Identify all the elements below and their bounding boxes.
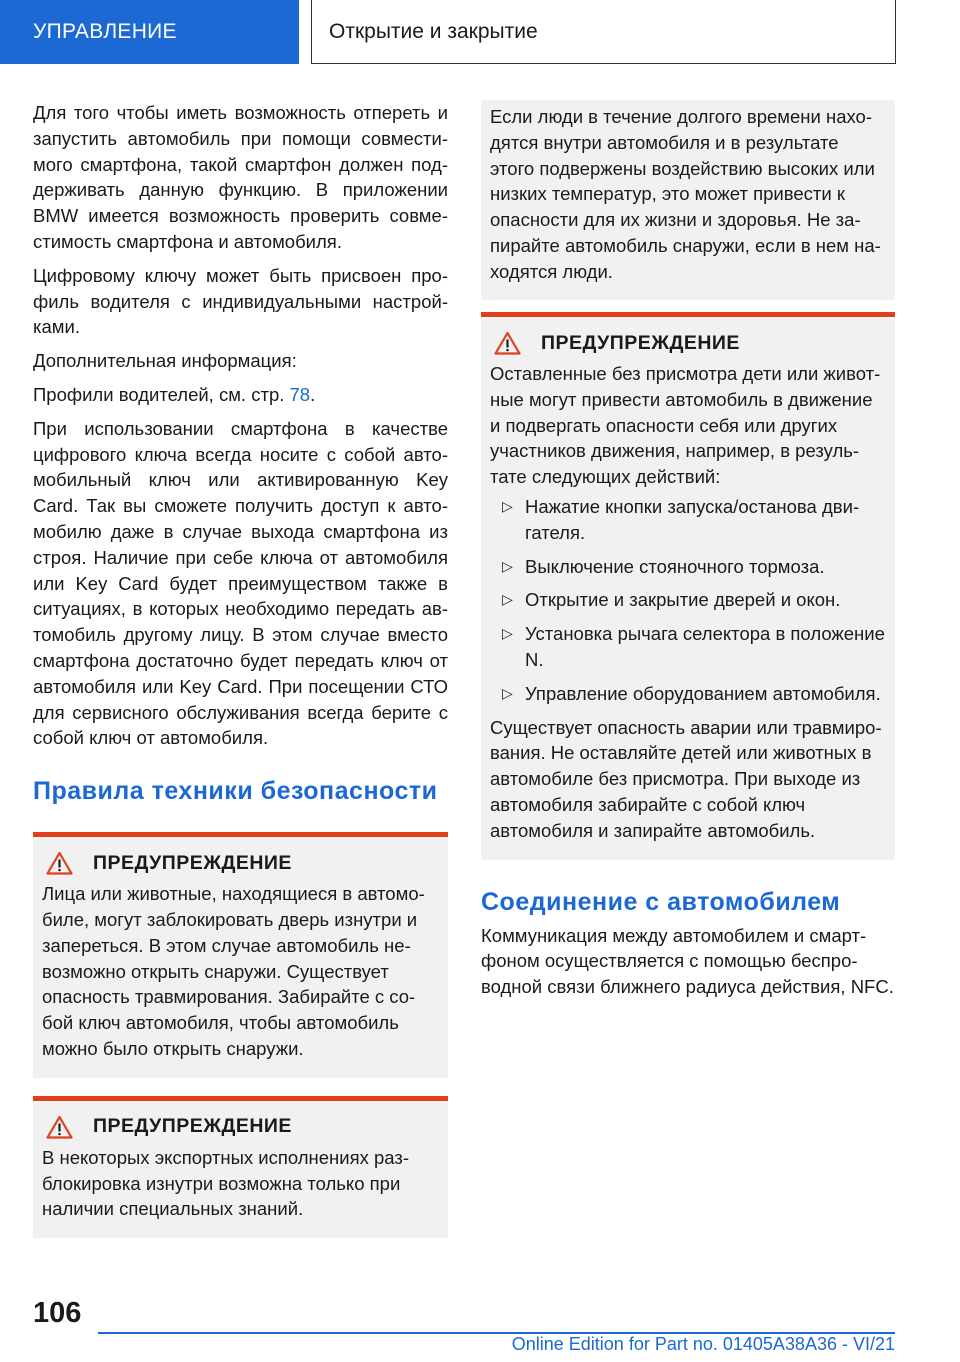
list-item — [490, 621, 887, 673]
warning-outro: Существует опасность аварии или травмирования. Не оставляйте детей или животных в автомобиле без присмотра. При выходе из автомобиля забирайте с собой ключ автомобиля и запирайте автомобиль. — [490, 716, 882, 841]
action-list — [490, 494, 887, 707]
paragraph: Коммуникация между автомобилем и смартфоном осуществляется с помощью беспроводной связи ближнего радиуса действия, NFC. — [481, 924, 894, 998]
paragraph: Дополнительная информация: — [33, 350, 297, 372]
warning-title: ПРЕДУПРЕЖДЕНИЕ — [541, 331, 740, 354]
warning-header — [490, 331, 887, 355]
page-number: 106 — [33, 1297, 82, 1329]
warning-title: ПРЕДУПРЕЖДЕНИЕ — [93, 851, 292, 874]
warning-triangle-icon — [494, 331, 521, 355]
list-item-text: Нажатие кнопки запуска/останова двигателя. — [525, 495, 860, 543]
paragraph-with-reference — [33, 382, 448, 408]
warning-header — [42, 1115, 440, 1139]
chapter-title: Открытие и закрытие — [311, 0, 896, 64]
warning-text: Лица или животные, находящиеся в автомобиле, могут заблокировать дверь изнутри и запереться. В этом случае автомобиль невозможно открыть снаружи. Существует опасность травмирования. Забирайте с собой ключ автомобиля, чтобы автомобиль можно было открыть снаружи. — [42, 883, 425, 1059]
list-item — [490, 587, 887, 613]
reference-end: . — [310, 383, 316, 405]
paragraph: Цифровому ключу может быть присвоен профиль водителя с индивидуальными настройками. — [33, 264, 448, 338]
list-item — [490, 494, 887, 546]
reference-text: Профили водителей, см. стр. — [33, 383, 290, 405]
warning-header — [42, 851, 440, 875]
paragraph: При использовании смартфона в качестве цифрового ключа всегда носите с собой автомобильный ключ или активированную Key Card. Так вы сможете получить доступ к автомобилю даже в случае выхода смартфона из строя. Наличие при себе ключа от автомобиля или Key Card будет преимуществом также в ситуациях, в которых необходимо передать автомобиль другому лицу. В этом случае вместо смартфона достаточно будет передать ключ от автомобиля или Key Card. При посещении СТО для сервисного обслуживания всегда берите с собой ключ от автомобиля. — [33, 417, 448, 749]
warning-title: ПРЕДУПРЕЖДЕНИЕ — [93, 1115, 292, 1138]
list-item-text: Установка рычага селектора в положение N. — [525, 623, 885, 670]
triangle-right-icon: ▷ — [502, 591, 513, 608]
paragraph: Для того чтобы иметь возможность отпереть и запустить автомобиль при помощи совместимого смартфона, такой смартфон должен поддерживать данную функцию. В приложении BMW имеется возможность проверить совместимость смартфона и автомобиля. — [33, 102, 448, 252]
warning-triangle-icon — [46, 1115, 73, 1139]
section-tab[interactable]: УПРАВЛЕНИЕ — [0, 0, 299, 64]
list-item — [490, 681, 887, 707]
triangle-right-icon: ▷ — [502, 497, 513, 514]
left-column — [33, 100, 448, 1238]
triangle-right-icon: ▷ — [502, 625, 513, 642]
warning-intro: Оставленные без присмотра дети или животные могут привести автомобиль в движение и подвергать опасности себя или других участников движения, например, в результате следующих действий: — [490, 363, 881, 488]
footer-edition[interactable]: Online Edition for Part no. 01405A38A36 - VI/21 — [511, 1334, 895, 1354]
page-reference-link[interactable]: 78 — [289, 383, 311, 405]
warning-continuation-box — [481, 100, 895, 300]
warning-box — [33, 832, 448, 1078]
section-heading-connection: Соединение с автомобилем — [481, 887, 841, 916]
warning-triangle-icon — [46, 851, 73, 875]
warning-text: Если люди в течение долгого времени находятся внутри автомобиля и в результате этого подвержены воздействию высоких или низких температур, это может привести к опасности для их жизни и здоровья. Не запирайте автомобиль снаружи, если в нем находятся люди. — [490, 106, 881, 282]
warning-text: В некоторых экспортных исполнениях разблокировка изнутри возможна только при наличии специальных знаний. — [42, 1146, 410, 1220]
warning-box — [33, 1096, 448, 1238]
triangle-right-icon: ▷ — [502, 684, 513, 701]
list-item-text: Открытие и закрытие дверей и окон. — [525, 589, 841, 611]
list-item-text: Управление оборудованием автомобиля. — [525, 682, 881, 704]
triangle-right-icon: ▷ — [502, 557, 513, 574]
list-item — [490, 554, 887, 580]
warning-box — [481, 312, 895, 860]
section-heading-safety: Правила техники безопасности — [33, 777, 438, 806]
list-item-text: Выключение стояночного тормоза. — [525, 555, 825, 577]
right-column — [481, 100, 895, 1008]
